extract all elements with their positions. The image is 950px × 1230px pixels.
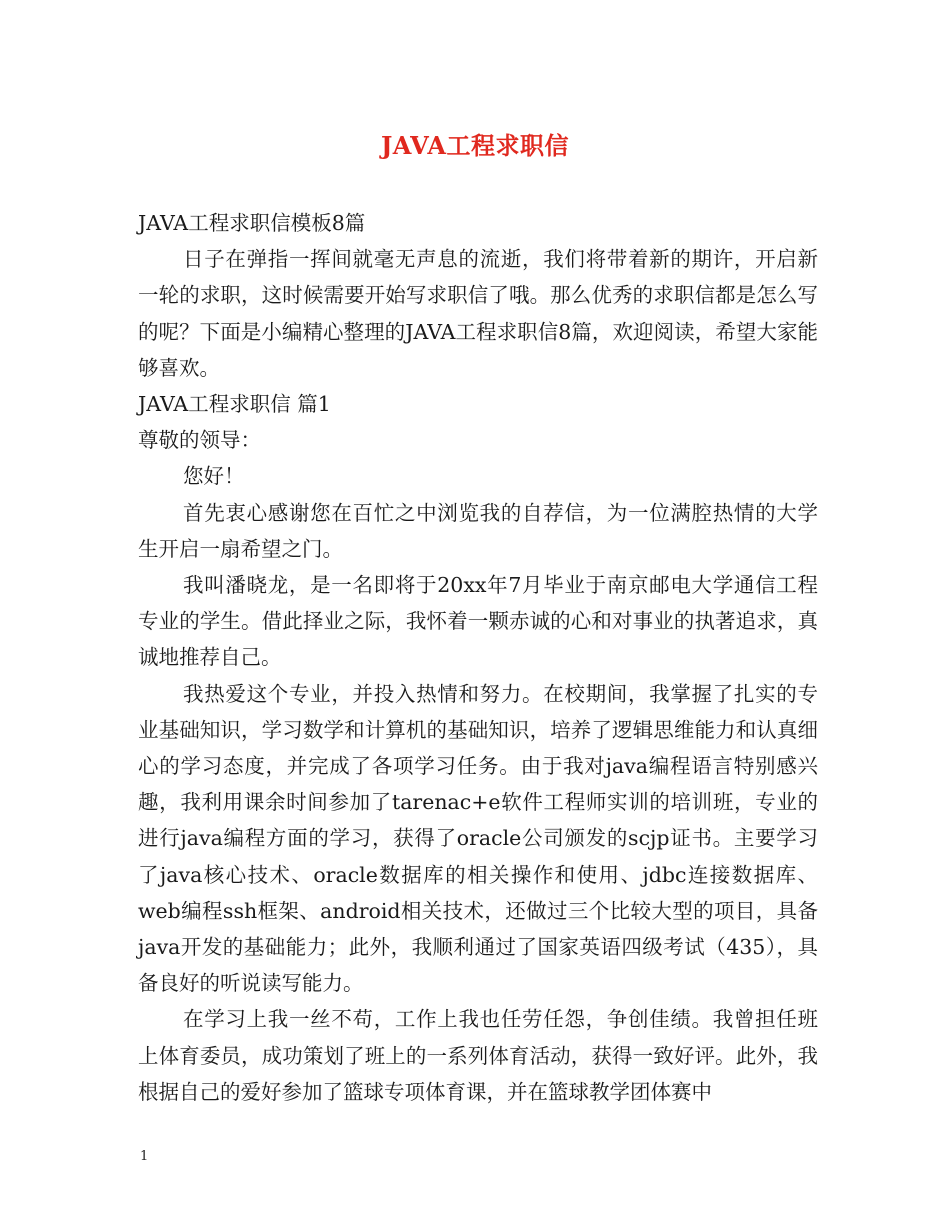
page-number: 1 — [140, 1149, 149, 1164]
subtitle-line: JAVA工程求职信模板8篇 — [138, 211, 366, 235]
intro-paragraph: 日子在弹指一挥间就毫无声息的流逝，我们将带着新的期许，开启新一轮的求职，这时候需要开始写求职信了哦。那么优秀的求职信都是怎么写的呢？下面是小编精心整理的JAVA工程求职信8篇，欢迎阅读，希望大家能够喜欢。 — [138, 247, 818, 380]
letter-paragraph: 首先衷心感谢您在百忙之中浏览我的自荐信，为一位满腔热情的大学生开启一扇希望之门。 — [138, 500, 818, 561]
greeting: 您好！ — [183, 464, 245, 489]
letter-paragraph: 我叫潘晓龙，是一名即将于20xx年7月毕业于南京邮电大学通信工程专业的学生。借此择业之际，我怀着一颗赤诚的心和对事业的执著追求，真诚地推荐自己。 — [138, 573, 818, 670]
letter-paragraph: 在学习上我一丝不苟，工作上我也任劳任怨，争创佳绩。我曾担任班上体育委员，成功策划了班上的一系列体育活动，获得一致好评。此外，我根据自己的爱好参加了篮球专项体育课，并在篮球教学团体赛中 — [138, 1007, 818, 1104]
document-title: JAVA工程求职信 — [380, 131, 570, 160]
section-heading: JAVA工程求职信 篇1 — [138, 392, 331, 417]
document-body — [138, 205, 818, 1110]
letter-paragraph: 我热爱这个专业，并投入热情和努力。在校期间，我掌握了扎实的专业基础知识，学习数学和计算机的基础知识，培养了逻辑思维能力和认真细心的学习态度，并完成了各项学习任务。由于我对java编程语言特别感兴趣，我利用课余时间参加了tarenac+e软件工程师实训的培训班，专业的进行java编程方面的学习，获得了oracle公司颁发的scjp证书。主要学习了java核心技术、oracle数据库的相关操作和使用、jdbc连接数据库、web编程ssh框架、android相关技术，还做过三个比较大型的项目，具备java开发的基础能力；此外，我顺利通过了国家英语四级考试（435），具备良好的听说读写能力。 — [138, 681, 818, 996]
salutation: 尊敬的领导： — [138, 428, 261, 453]
